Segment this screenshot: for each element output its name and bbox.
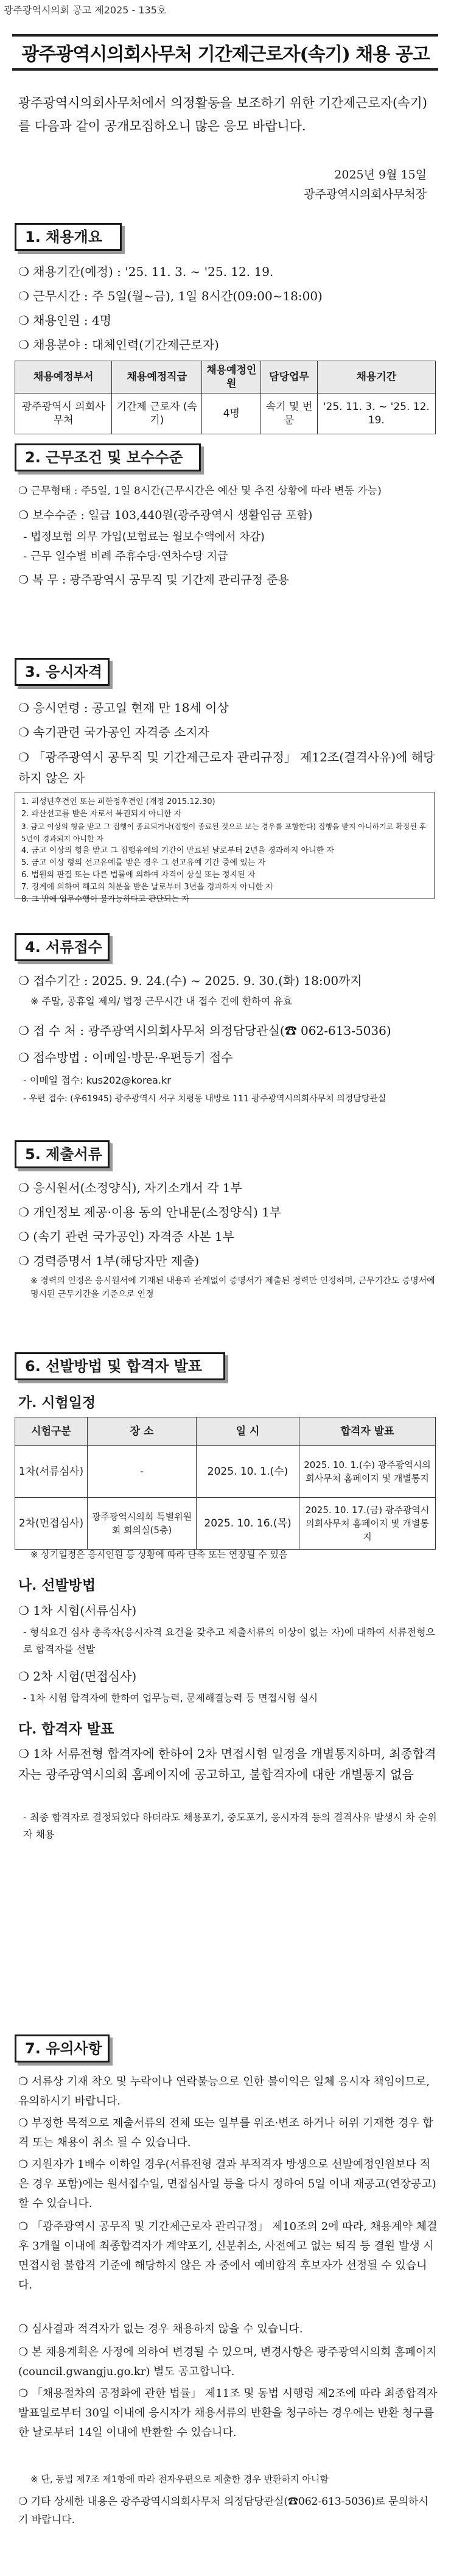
section-heading-application: 4. 서류접수: [15, 933, 110, 961]
s4-bullet-period: ❍ 접수기간 : 2025. 9. 24.(수) ~ 2025. 9. 30.(화) 18:00까지: [18, 973, 362, 988]
s4-bullet-method: ❍ 접수방법 : 이메일·방문·우편등기 접수: [18, 1050, 233, 1065]
s2-sub-insurance: - 법정보험 의무 가입(보험료는 월보수액에서 차감): [23, 531, 265, 543]
table-header-row: [15, 361, 436, 393]
s7-item: ❍ 「광주광역시 공무직 및 기간제근로자 관리규정」 제10조의 2에 따라, 채용계약 체결 후 3개월 이내에 최종합격자가 계약포기, 신분취소, 사전예고 없는 퇴직 등 결원 발생 시 면접시험 불합격 기준에 해당하지 않은 자 중에서 예비합격 후보자가 선정될 수 있습니다.: [18, 2220, 438, 2292]
page-title: 광주광역시의회사무처 기간제근로자(속기) 채용 공고: [21, 44, 430, 65]
s1-bullet-hours: ❍ 근무시간 : 주 5일(월~금), 1일 8시간(09:00~18:00): [18, 289, 323, 303]
s7-item: ❍ 지원자가 1배수 이하일 경우(서류전형 결과 부적격자 방생으로 선발예정인원보다 적은 경우 포함)에는 원서접수일, 면접심사일 등을 다시 정하여 5일 이내 재공고(연장공고) 할 수 있습니다.: [18, 2158, 436, 2210]
table-header-row: [15, 1417, 436, 1446]
table-cell: 2025. 10. 1.(수): [197, 1446, 299, 1498]
s5-bullet-consent: ❍ 개인정보 제공·이용 동의 안내문(소정양식) 1부: [18, 1205, 282, 1219]
disqualification-notes: [15, 792, 435, 904]
note-line: 5. 금고 이상 형의 선고유예를 받은 경우 그 선고유예 기간 중에 있는 자: [21, 858, 266, 867]
table-cell: 2025. 10. 16.(목): [197, 1498, 299, 1550]
s5-bullet-career: ❍ 경력증명서 1부(해당자만 제출): [18, 1254, 200, 1268]
table-cell: 1차(서류심사): [15, 1446, 88, 1498]
schedule-note: ※ 상기일정은 응시인원 등 상황에 따라 단축 또는 연장될 수 있음: [30, 1549, 288, 1560]
section-heading-notes: 7. 유의사항: [15, 2034, 110, 2063]
s6-bullet-first-round: ❍ 1차 시험(서류심사): [18, 1603, 137, 1618]
announcement-date: 2025년 9월 15일: [334, 168, 427, 182]
announcement-number: 광주광역시의회 공고 제2025 - 135호: [4, 4, 167, 16]
s7-item: ❍ 기타 상세한 내용은 광주광역시의회사무처 의정담당관실(☎062-613-5036)로 문의하시기 바랍니다.: [18, 2496, 428, 2526]
title-bottom-rule: [12, 68, 438, 71]
s6-bullet-second-round: ❍ 2차 시험(면접심사): [18, 1669, 137, 1684]
table-header-cell: 담당업무: [261, 361, 317, 393]
table-cell: 2025. 10. 17.(금) 광주광역시의회사무처 홈페이지 및 개별통지: [299, 1498, 436, 1550]
table-cell: -: [88, 1446, 197, 1498]
s5-note-career: ※ 경력의 인정은 응시원서에 기재된 내용과 관계없이 증명서가 제출된 경력만 인정하며, 근무기간도 증명서에 명시된 근무기간을 기준으로 인정: [30, 1276, 435, 1299]
s7-item: ❍ 부정한 목적으로 제출서류의 전체 또는 일부를 위조·변조 하거나 허위 기재한 경우 합격 또는 채용이 취소 될 수 있습니다.: [18, 2117, 433, 2149]
table-cell: 4명: [202, 393, 261, 434]
table-header-cell: 일 시: [197, 1417, 299, 1446]
table-row: [15, 1498, 436, 1550]
table-header-cell: 합격자 발표: [299, 1417, 436, 1446]
s7-item: ❍ 본 채용계획은 사정에 의하여 변경될 수 있으며, 변경사항은 광주광역시의회 홈페이지(council.gwangju.go.kr) 별도 공고합니다.: [18, 2346, 437, 2378]
s2-bullet-service: ❍ 복 무 : 광주광역시 공무직 및 기간제 관리규정 준용: [18, 573, 289, 587]
s2-bullet-pay: ❍ 보수수준 : 일급 103,440원(광주광역시 생활임금 포함): [18, 509, 313, 522]
schedule-table: [15, 1417, 436, 1550]
s6-sub-second-round: - 1차 시험 합격자에 한하여 업무능력, 문제해결능력 등 면접시험 실시: [23, 1692, 318, 1704]
s6-sub-announcement: - 최종 합격자로 결정되었다 하더라도 채용포기, 중도포기, 응시자격 등의 결격사유 발생시 차 순위자 채용: [23, 1812, 437, 1840]
table-cell: 2차(면접심사): [15, 1498, 88, 1550]
s7-item: ❍ 서류상 기재 착오 및 누락이나 연락불능으로 인한 불이익은 일체 응시자 책임이므로, 유의하시기 바랍니다.: [18, 2075, 430, 2108]
table-header-cell: 채용예정부서: [15, 361, 112, 393]
s1-bullet-field: ❍ 채용분야 : 대체인력(기간제근로자): [18, 337, 219, 352]
s4-bullet-office: ❍ 접 수 처 : 광주광역시의회사무처 의정담당관실(☎ 062-613-5036): [18, 1023, 391, 1038]
note-line: 2. 파산선고를 받은 자로서 복권되지 아니한 자: [21, 810, 182, 819]
note-line: 7. 징계에 의하여 해고의 처분을 받은 날로부터 3년을 경과하지 아니한 자: [21, 883, 273, 892]
s5-bullet-application: ❍ 응시원서(소정양식), 자기소개서 각 1부: [18, 1180, 242, 1195]
subheading-announcement: 다. 합격자 발표: [18, 1721, 114, 1737]
table-cell: 광주광역시의회 특별위원회 회의실(5층): [88, 1498, 197, 1550]
table-cell: 기간제 근로자 (속기): [112, 393, 202, 434]
section-heading-work-conditions: 2. 근무조건 및 보수수준: [15, 443, 201, 471]
s1-bullet-headcount: ❍ 채용인원 : 4명: [18, 313, 112, 328]
table-header-cell: 장 소: [88, 1417, 197, 1446]
recruitment-table: [15, 361, 436, 434]
table-cell: 광주광역시 의회사무처: [15, 393, 112, 434]
s4-sub-mail: - 우편 접수: (우61945) 광주광역시 서구 치평동 내방로 111 광주광역시의회사무처 의정담당관실: [23, 1094, 386, 1104]
table-cell: 2025. 10. 1.(수) 광주광역시의회사무처 홈페이지 및 개별통지: [299, 1446, 436, 1498]
s7-item: ❍ 심사결과 적격자가 없는 경우 채용하지 않을 수 있습니다.: [18, 2323, 303, 2335]
table-cell: 속기 및 번문: [261, 393, 317, 434]
s3-bullet-disqualification: ❍ 「광주광역시 공무직 및 기간제근로자 관리규정」 제12조(결격사유)에 해당하지 않은 자: [18, 750, 435, 785]
table-row: [15, 393, 436, 434]
section-heading-selection: 6. 선발방법 및 합격자 발표: [15, 1352, 225, 1380]
table-header-cell: 시험구분: [15, 1417, 88, 1446]
note-line: 1. 피성년후견인 또는 피한정후견인 (개정 2015.12.30): [21, 797, 215, 806]
intro-text: 광주광역시의회사무처에서 의정활동을 보조하기 위한 기간제근로자(속기)를 다음과 같이 공개모집하오니 많은 응모 바랍니다.: [18, 96, 427, 133]
table-header-cell: 채용예정직급: [112, 361, 202, 393]
s7-item: ❍ 「채용절차의 공정화에 관한 법률」 제11조 및 동법 시행령 제2조에 따라 최종합격자 발표일로부터 30일 이내에 응시자가 채용서류의 반환을 청구하는 경우에는 반환 청구를 한 날로부터 14일 이내에 반환할 수 있습니다.: [18, 2387, 438, 2439]
title-top-rule: [12, 34, 438, 37]
table-row: [15, 1446, 436, 1498]
s2-sub-allowance: - 근무 일수별 비례 주휴수당·연차수당 지급: [23, 550, 228, 563]
section-heading-recruitment-overview: 1. 채용개요: [15, 223, 122, 251]
s4-sub-email: - 이메일 접수: kus202@korea.kr: [23, 1075, 171, 1086]
s3-bullet-age: ❍ 응시연령 : 공고일 현재 만 18세 이상: [18, 700, 229, 715]
table-cell: '25. 11. 3. ~ '25. 12. 19.: [317, 393, 435, 434]
note-line: 3. 금고 이상의 형을 받고 그 집행이 종료되거나(집행이 종료된 것으로 보는 경우를 포함한다) 집행을 받지 아니하기로 확정된 후 5년이 경과되지 아니한 자: [21, 822, 427, 843]
s5-bullet-license: ❍ (속기 관련 국가공인) 자격증 사본 1부: [18, 1229, 234, 1244]
section-heading-documents: 5. 제출서류: [15, 1140, 110, 1168]
section-heading-eligibility: 3. 응시자격: [15, 658, 110, 686]
s1-bullet-period: ❍ 채용기간(예정) : '25. 11. 3. ~ '25. 12. 19.: [18, 264, 274, 279]
s4-note-period: ※ 주말, 공휴일 제외/ 법정 근무시간 내 접수 건에 한하여 유효: [30, 995, 293, 1007]
s7-note: ※ 단, 동법 제7조 제1항에 따라 전자우편으로 제출한 경우 반환하지 아니함: [30, 2474, 329, 2485]
note-line: 6. 법원의 판결 또는 다른 법률에 의하여 자격이 상실 또는 정지된 자: [21, 870, 256, 880]
s6-bullet-announcement: ❍ 1차 서류전형 합격자에 한하여 2차 면접시험 일정을 개별통지하며, 최종합격자는 광주광역시의회 홈페이지에 공고하고, 불합격자에 대한 개별통지 없음: [18, 1746, 436, 1782]
s3-bullet-certificate: ❍ 속기관련 국가공인 자격증 소지자: [18, 725, 209, 739]
s6-sub-first-round: - 형식요건 심사 총족자(응시자격 요건을 갖추고 제출서류의 이상이 없는 자)에 대하여 서류전형으로 합격자를 선발: [23, 1626, 435, 1655]
table-header-cell: 채용예정인원: [202, 361, 261, 393]
s2-bullet-work-type: ❍ 근무형태 : 주5일, 1일 8시간(근무시간은 예산 및 추진 상황에 따라 변동 가능): [18, 485, 382, 497]
subheading-schedule: 가. 시험일정: [18, 1394, 96, 1411]
table-header-cell: 채용기간: [317, 361, 435, 393]
note-line: 8. 그 밖에 업무수행이 불가능하다고 판단되는 자: [21, 895, 189, 904]
subheading-selection-method: 나. 선발방법: [18, 1577, 96, 1593]
note-line: 4. 금고 이상의 형을 받고 그 집행유예의 기간이 만료된 날로부터 2년을 경과하지 아니한 자: [21, 846, 334, 855]
announcement-org: 광주광역시의회사무처장: [304, 188, 427, 201]
